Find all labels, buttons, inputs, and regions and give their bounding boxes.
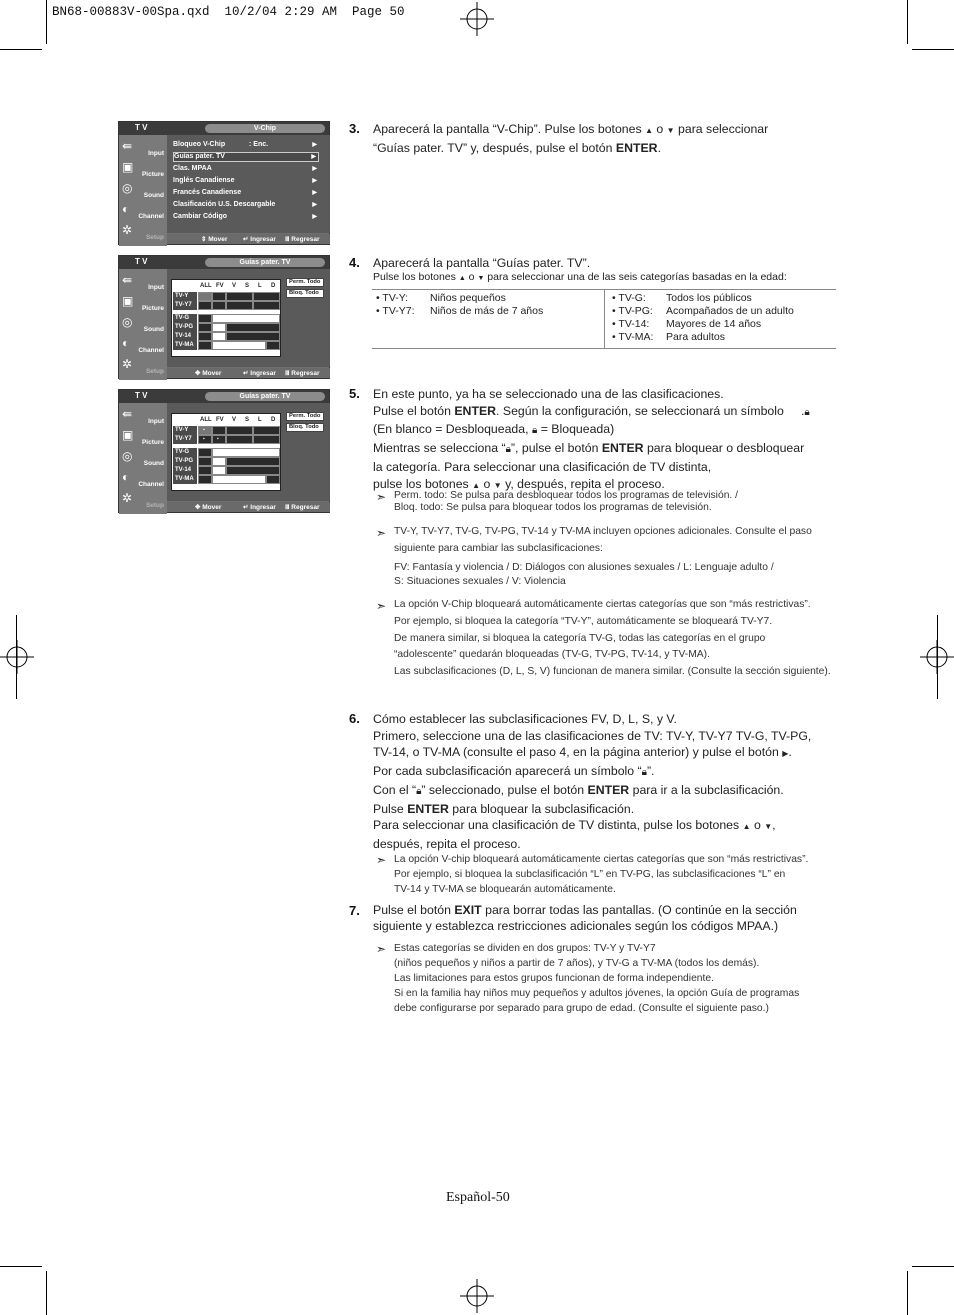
arrow-right-icon: ▶ <box>312 202 317 208</box>
lock-icon: 🔒︎ <box>531 425 538 437</box>
lock-icon: 🔒︎ <box>416 785 422 797</box>
picture-icon: ▣ <box>122 294 134 308</box>
screen-footer <box>167 502 330 512</box>
lock-icon: ▪ <box>217 436 219 442</box>
sidebar <box>119 269 167 380</box>
menu-item-downloadable-rating[interactable]: Clasificación U.S. Descargable ▶ <box>173 201 317 208</box>
note-subratings: TV-Y, TV-Y7, TV-G, TV-PG, TV-14 y TV-MA incluyen opciones adicionales. Consulte el paso siguiente para cambiar las subclasificaciones: <box>394 526 812 554</box>
arrow-right-icon: ▶ <box>312 178 317 184</box>
sidebar-item-channel[interactable]: Channel <box>138 481 164 488</box>
menu-item-vchip-lock[interactable]: Bloqueo V-Chip : Enc. ▶ <box>173 141 317 148</box>
down-arrow-icon: ▼ <box>764 822 773 832</box>
note-arrow-icon: ➣ <box>376 490 387 504</box>
tv-guidelines-screen-2 <box>118 389 330 513</box>
setup-icon: ✲ <box>122 357 133 371</box>
rating-row-tv-y[interactable]: TV-Y ▪ <box>172 426 280 435</box>
lock-icon: ▪ <box>203 436 205 442</box>
rating-row-tv-ma[interactable]: TV-MA <box>172 475 280 484</box>
note-categories-groups: Estas categorías se dividen en dos grupos: TV-Y y TV-Y7 (niños pequeños y niños a partir de 7 años), y TV-G a TV-MA (todos los demás). Las limitaciones para estos grupos funcionan de forma independiente. Si en la familia hay niños muy pequeños y adultos jóvenes, la opción Guía de programas debe configurarse por separado para grupo de edad. (Consulte el siguiente paso.) <box>394 943 800 1014</box>
sidebar-item-picture[interactable]: Picture <box>141 171 164 178</box>
enter-hint: ↵ Ingresar <box>243 504 276 511</box>
file-header: BN68-00883V-00Spa.qxd 10/2/04 2:29 AM Page 50 <box>52 5 405 19</box>
lock-icon: 🔒︎ <box>505 444 511 456</box>
step-number: 7. <box>349 903 360 918</box>
step-number: 3. <box>349 121 360 136</box>
sound-icon: ◎ <box>122 449 133 463</box>
return-hint: Ⅲ Regresar <box>285 236 320 243</box>
arrow-right-icon: ▶ <box>312 142 317 148</box>
rating-row-tv-14[interactable]: TV-14 <box>172 466 280 475</box>
menu-item-canadian-english[interactable]: Inglés Canadiense ▶ <box>173 177 317 184</box>
note-vchip-subrating: La opción V-chip bloqueará automáticamente ciertas categorías que son “más restrictivas”. Por ejemplo, si bloquea la subclasificación “L” en TV-PG, las subclasificaciones “L” en TV-14 y TV-MA se bloquearán automáticamente. <box>394 854 809 895</box>
sidebar-item-setup[interactable]: Setup <box>145 234 164 241</box>
channel-icon: ◐ <box>122 202 130 216</box>
step4-text: Aparecerá la pantalla “Guías pater. TV”. <box>373 256 591 270</box>
sound-icon: ◎ <box>122 315 133 329</box>
step4-sub: Pulse los botones ▲ o ▼ para seleccionar una de las seis categorías basadas en la edad: <box>373 271 787 283</box>
step-number: 4. <box>349 255 360 270</box>
registration-mark-top <box>460 2 494 36</box>
lock-icon: 🔒︎ <box>641 767 647 779</box>
rating-row-tv-ma[interactable]: TV-MA <box>172 341 280 350</box>
sidebar-item-input[interactable]: Input <box>148 150 164 157</box>
menu-item-mpaa[interactable]: Clas. MPAA ▶ <box>173 165 317 172</box>
move-hint: ⇕ Mover <box>201 236 228 243</box>
return-hint: Ⅲ Regresar <box>285 504 320 511</box>
arrow-right-icon: ▶ <box>311 154 316 160</box>
down-arrow-icon: ▼ <box>477 275 485 282</box>
step5-text: En este punto, ya ha se seleccionado una de las clasificaciones. Pulse el botón ENTER. Según la configuración, se seleccionará un símbolo .🔒︎ (En blanco = Desbloqueada, 🔒︎ = Bloqueada) Mientras se selecciona “🔒︎”, pulse el botón ENTER para bloquear o desbloquear la categoría. Para seleccionar una clasificación de TV distinta, pulse los botones ▲ o ▼ y, después, repita el proceso. <box>373 387 810 491</box>
note-arrow-icon: ➣ <box>376 599 387 613</box>
perm-all-button[interactable]: Perm. Todo <box>286 278 324 287</box>
input-icon: ⇚ <box>122 139 133 153</box>
arrow-right-icon: ▶ <box>312 190 317 196</box>
sidebar-item-picture[interactable]: Picture <box>141 439 164 446</box>
screen-title: V-Chip <box>205 124 325 133</box>
page-number: Español-50 <box>446 1190 510 1205</box>
input-icon: ⇚ <box>122 407 133 421</box>
sidebar-item-sound[interactable]: Sound <box>143 192 164 199</box>
right-arrow-icon: ▶ <box>782 749 789 759</box>
sidebar-item-picture[interactable]: Picture <box>141 305 164 312</box>
note-perm-bloq: Perm. todo: Se pulsa para desbloquear todos los programas de televisión. / Bloq. todo: Se pulsa para bloquear todos los programas de televisión. <box>394 490 739 513</box>
sidebar-item-channel[interactable]: Channel <box>138 347 164 354</box>
arrow-right-icon: ▶ <box>312 214 317 220</box>
up-arrow-icon: ▲ <box>645 126 653 135</box>
tv-label: T V <box>135 391 148 400</box>
rating-row-tv-y[interactable]: TV-Y <box>172 292 280 301</box>
setup-icon: ✲ <box>122 223 133 237</box>
sidebar <box>119 403 167 514</box>
picture-icon: ▣ <box>122 428 134 442</box>
screen-footer <box>167 368 330 378</box>
menu-item-change-code[interactable]: Cambiar Código ▶ <box>173 213 317 220</box>
sidebar <box>119 135 167 246</box>
picture-icon: ▣ <box>122 160 134 174</box>
menu-panel <box>167 135 330 233</box>
category-table: • TV-Y: Niños pequeños • TV-Y7: Niños de más de 7 años • TV-G: Todos los públicos • TV-PG: Acompañados de un adulto • TV-14: Mayores de 14 años • TV-MA: Para adultos <box>376 292 794 343</box>
block-all-button[interactable]: Bloq. Todo <box>286 289 324 298</box>
vchip-menu-screen <box>118 121 330 245</box>
registration-mark-bottom <box>460 1279 494 1313</box>
rating-row-tv-y7[interactable]: TV-Y7 <box>172 301 280 310</box>
down-arrow-icon: ▼ <box>666 126 675 135</box>
tv-label: T V <box>135 123 148 132</box>
up-arrow-icon: ▲ <box>458 275 466 282</box>
setup-icon: ✲ <box>122 491 133 505</box>
enter-hint: ↵ Ingresar <box>243 370 276 377</box>
rating-row-tv-pg[interactable]: TV-PG <box>172 457 280 466</box>
input-icon: ⇚ <box>122 273 133 287</box>
rating-grid: ALL FV V S L D TV-Y ▪ TV-Y7 ▪ ▪ TV-G TV-PG TV-14 TV-MA <box>171 413 281 491</box>
sidebar-item-sound[interactable]: Sound <box>143 326 164 333</box>
screen-title: Guías pater. TV <box>205 392 325 401</box>
enter-hint: ↵ Ingresar <box>243 236 276 243</box>
rating-row-tv-14[interactable]: TV-14 <box>172 332 280 341</box>
perm-all-button[interactable]: Perm. Todo <box>286 412 324 421</box>
block-all-button[interactable]: Bloq. Todo <box>286 423 324 432</box>
channel-icon: ◐ <box>122 336 130 350</box>
sidebar-item-sound[interactable]: Sound <box>143 460 164 467</box>
rating-row-tv-g[interactable]: TV-G <box>172 448 280 457</box>
rating-row-tv-g[interactable]: TV-G <box>172 314 280 323</box>
note-arrow-icon: ➣ <box>376 526 387 540</box>
move-hint: ✥ Mover <box>195 370 222 377</box>
arrow-right-icon: ▶ <box>312 166 317 172</box>
screen-title: Guías pater. TV <box>205 258 325 267</box>
up-arrow-icon: ▲ <box>472 480 481 490</box>
step-number: 6. <box>349 711 360 726</box>
lock-icon: ▪ <box>203 427 205 433</box>
rating-panel <box>167 403 330 501</box>
step7-text: Pulse el botón EXIT para borrar todas las pantallas. (O continúe en la sección siguiente y establezca restricciones adicionales según los códigos MPAA.) <box>373 903 797 933</box>
sidebar-item-setup[interactable]: Setup <box>145 368 164 375</box>
step-number: 5. <box>349 386 360 401</box>
note-arrow-icon: ➣ <box>376 942 387 956</box>
step6-text: Cómo establecer las subclasificaciones FV, D, L, S, y V. Primero, seleccione una de las clasificaciones de TV: TV-Y, TV-Y7 TV-G, TV-PG, TV-14, o TV-MA (consulte el paso 4, en la página anterior) y pulse el botón ▶. Por cada subclasificación aparecerá un símbolo “🔒︎”. Con el “🔒︎” seleccionado, pulse el botón ENTER para ir a la subclasificación. Pulse ENTER para bloquear la subclasificación. Para seleccionar una clasificación de TV distinta, pulse los botones ▲ o ▼, después, repita el proceso. <box>373 712 812 851</box>
rating-row-tv-y7[interactable]: TV-Y7 ▪ ▪ <box>172 435 280 444</box>
lock-icon: 🔒︎ <box>804 406 810 418</box>
channel-icon: ◐ <box>122 470 130 484</box>
step3-text: Aparecerá la pantalla “V-Chip”. Pulse los botones ▲ o ▼ para seleccionar “Guías pater. TV” y, después, pulse el botón ENTER. <box>373 122 769 155</box>
tv-guidelines-screen-1 <box>118 255 330 379</box>
note-subratings-legend: FV: Fantasía y violencia / D: Diálogos con alusiones sexuales / L: Lenguaje adulto / S: Situaciones sexuales / V: Violencia <box>394 562 774 587</box>
sound-icon: ◎ <box>122 181 133 195</box>
tv-label: T V <box>135 257 148 266</box>
screen-footer <box>167 234 330 244</box>
rating-row-tv-pg[interactable]: TV-PG <box>172 323 280 332</box>
rating-grid: ALL FV V S L D TV-Y TV-Y7 TV-G TV-PG TV-14 TV-MA <box>171 279 281 357</box>
down-arrow-icon: ▼ <box>493 480 502 490</box>
menu-item-canadian-french[interactable]: Francés Canadiense ▶ <box>173 189 317 196</box>
up-arrow-icon: ▲ <box>742 822 751 832</box>
registration-mark-left <box>0 640 34 674</box>
return-hint: Ⅲ Regresar <box>285 370 320 377</box>
move-hint: ✥ Mover <box>195 504 222 511</box>
note-restrictive: La opción V-Chip bloqueará automáticamente ciertas categorías que son “más restrictivas”. Por ejemplo, si bloquea la categoría “TV-Y”, automáticamente se bloqueará TV-Y7. De manera similar, si bloquea la categoría TV-G, todas las categorías en el grupo “adolescente” quedarán bloqueadas (TV-G, TV-PG, TV-14, y TV-MA). Las subclasificaciones (D, L, S, V) funcionan de manera similar. (Consulte la sección siguiente). <box>394 599 831 678</box>
menu-item-tv-guidelines[interactable]: Guías pater. TV ▶ <box>173 152 319 162</box>
note-arrow-icon: ➣ <box>376 853 387 867</box>
sidebar-item-input[interactable]: Input <box>148 418 164 425</box>
sidebar-item-setup[interactable]: Setup <box>145 502 164 509</box>
sidebar-item-channel[interactable]: Channel <box>138 213 164 220</box>
sidebar-item-input[interactable]: Input <box>148 284 164 291</box>
rating-panel <box>167 269 330 367</box>
